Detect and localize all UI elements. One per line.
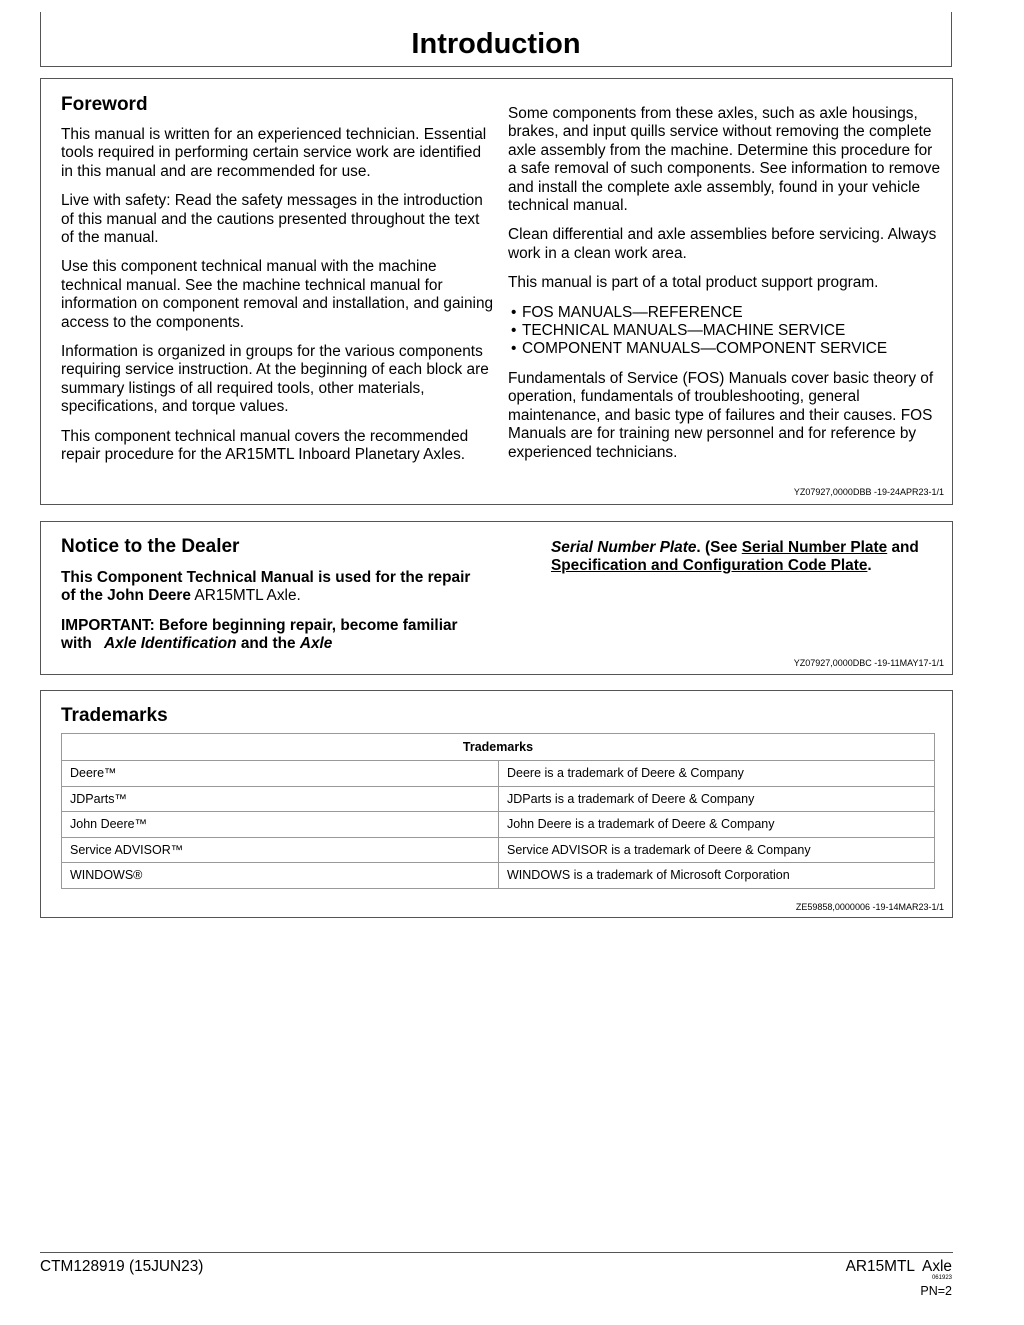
- important-text: IMPORTANT: Before beginning repair, become familiar with: [61, 616, 458, 653]
- product-name: AR15MTL Axle: [845, 1258, 952, 1275]
- trademarks-section: [40, 690, 953, 918]
- close-text: .: [867, 557, 872, 575]
- foreword-section: [40, 78, 953, 505]
- reference-code: YZ07927,0000DBC -19-11MAY17-1/1: [793, 658, 944, 668]
- table-row: [62, 837, 935, 863]
- table-row: [62, 786, 935, 812]
- foreword-paragraph: This manual is written for an experienced technician. Essential tools required in performing certain service work are identified in this manual and are recommended for use.: [61, 126, 487, 180]
- important-continuation: [104, 635, 504, 653]
- foreword-paragraph: Fundamentals of Service (FOS) Manuals cover basic theory of operation, fundamentals of troubleshooting, general maintenance, and basic type of failures and their causes. FOS Manuals are for training new personnel and for reference by experienced technicians.: [508, 369, 934, 461]
- specification-configuration-link[interactable]: Specification and Configuration Code Plate: [551, 557, 868, 575]
- foreword-heading: Foreword: [61, 94, 148, 115]
- foreword-paragraph: Some components from these axles, such as axle housings, brakes, and input quills service without removing the complete axle assembly from the machine. Determine this procedure for a safe removal of such components. See information to remove and install the complete axle assembly, found in your vehicle technical manual.: [508, 105, 941, 215]
- notice-right-column: [551, 539, 946, 576]
- notice-section: [40, 521, 953, 675]
- list-item: • TECHNICAL MANUALS—MACHINE SERVICE: [508, 322, 943, 340]
- trademark-name: Deere™: [62, 761, 499, 787]
- trademark-owner: Deere is a trademark of Deere & Company: [499, 761, 935, 787]
- and-the-text: and the: [236, 635, 300, 652]
- reference-code: ZE59858,0000006 -19-14MAR23-1/1: [795, 902, 944, 912]
- footer-divider: [40, 1252, 953, 1253]
- list-item: • FOS MANUALS—REFERENCE: [508, 304, 943, 322]
- serial-number-plate-link[interactable]: Serial Number Plate: [741, 539, 888, 556]
- foreword-paragraph: Use this component technical manual with the machine technical manual. See the machine technical manual for information on component removal and installation, and gaining access to the components.: [61, 258, 494, 331]
- trademarks-table: [61, 733, 935, 889]
- see-text: (See: [700, 539, 742, 556]
- table-header-row: [62, 734, 935, 761]
- table-row: [62, 863, 935, 889]
- trademark-owner: John Deere is a trademark of Deere & Company: [499, 812, 935, 838]
- axle-identification-text: Axle Identification: [104, 635, 237, 652]
- footer-code: 061923: [931, 1275, 952, 1281]
- trademark-name: Service ADVISOR™: [62, 837, 499, 863]
- trademark-name: John Deere™: [62, 812, 499, 838]
- foreword-left-column: [61, 126, 496, 476]
- foreword-paragraph: This manual is part of a total product support program.: [508, 274, 879, 292]
- trademark-owner: Service ADVISOR is a trademark of Deere & Company: [499, 837, 935, 863]
- reference-code: YZ07927,0000DBB -19-24APR23-1/1: [793, 487, 944, 497]
- table-row: [62, 812, 935, 838]
- title-frame: [40, 12, 952, 67]
- trademark-owner: WINDOWS is a trademark of Microsoft Corporation: [499, 863, 935, 889]
- foreword-paragraph: This component technical manual covers the recommended repair procedure for the AR15MTL Inboard Planetary Axles.: [61, 427, 469, 464]
- foreword-right-column: [508, 105, 943, 473]
- notice-paragraph: [61, 569, 481, 606]
- trademark-owner: JDParts is a trademark of Deere & Company: [499, 786, 935, 812]
- document-id: CTM128919 (15JUN23): [40, 1258, 204, 1275]
- table-row: [62, 761, 935, 787]
- period-text: .: [696, 539, 701, 556]
- trademark-name: JDParts™: [62, 786, 499, 812]
- foreword-paragraph: Clean differential and axle assemblies before servicing. Always work in a clean work area.: [508, 226, 937, 262]
- list-item: • COMPONENT MANUALS—COMPONENT SERVICE: [508, 340, 943, 358]
- serial-number-plate-text: Serial Number Plate: [551, 539, 697, 556]
- foreword-paragraph: Live with safety: Read the safety messages in the introduction of this manual and the cautions presented throughout the text of the manual.: [61, 192, 483, 247]
- notice-heading: Notice to the Dealer: [61, 536, 240, 557]
- axle-text: Axle: [299, 635, 333, 652]
- trademarks-heading: Trademarks: [61, 705, 168, 726]
- notice-product-text: AR15MTL Axle.: [191, 587, 301, 605]
- table-header: Trademarks: [62, 734, 935, 761]
- page-number: PN=2: [920, 1284, 952, 1298]
- and-text: and: [891, 539, 919, 556]
- notice-bold-text: This Component Technical Manual is used for the repair of the John Deere: [61, 569, 471, 605]
- page-title: Introduction: [411, 28, 581, 60]
- foreword-paragraph: Information is organized in groups for the various components requiring service instruction. At the beginning of each block are summary listings of all required tools, other materials, specifications, and torque values.: [61, 343, 489, 416]
- trademark-name: WINDOWS®: [62, 863, 499, 889]
- support-program-list: [508, 304, 943, 359]
